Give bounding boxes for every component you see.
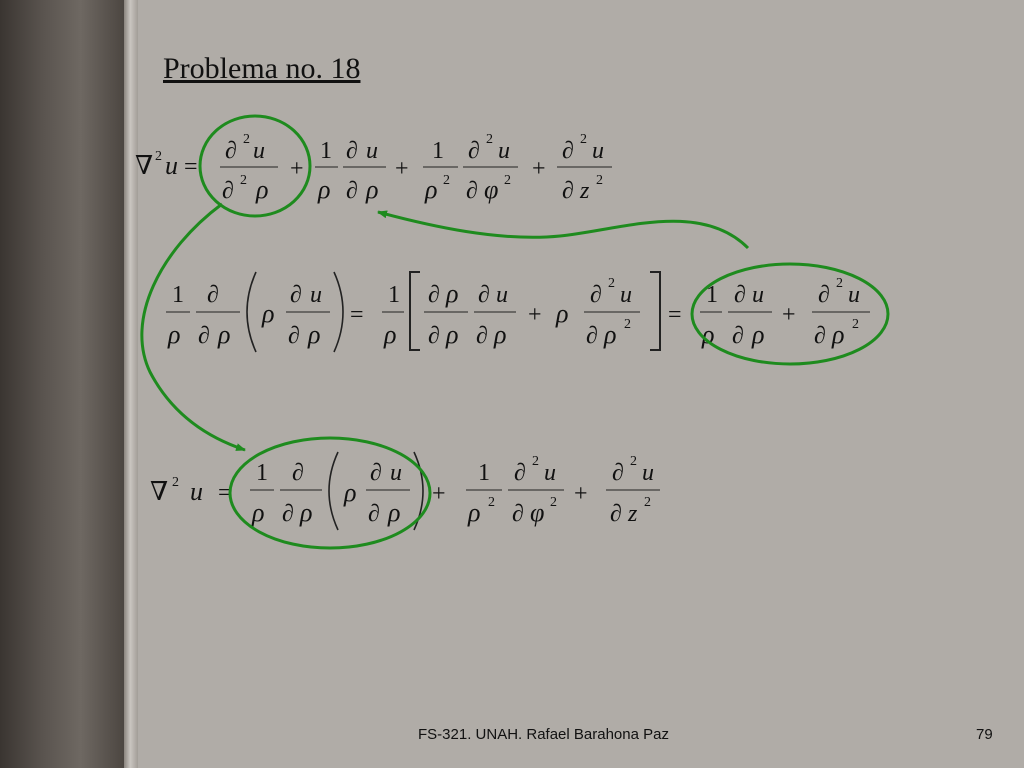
- math-symbol-rho: ρ: [168, 320, 181, 349]
- math-symbol-partial: ∂: [198, 323, 210, 349]
- math-symbol-two: 2: [852, 317, 859, 332]
- math-symbol-rho: ρ: [425, 175, 438, 204]
- math-symbol-one: 1: [478, 460, 490, 486]
- bracket: [334, 272, 343, 352]
- math-symbol-partial: ∂: [292, 460, 304, 486]
- math-symbol-rho: ρ: [468, 498, 481, 527]
- math-symbol-plus: +: [782, 302, 796, 328]
- math-symbol-two: 2: [243, 132, 250, 147]
- math-symbol-nabla: ∇: [135, 151, 154, 180]
- math-symbol-partial: ∂: [288, 323, 300, 349]
- math-symbol-rho: ρ: [388, 498, 401, 527]
- math-symbol-partial: ∂: [586, 323, 598, 349]
- math-symbol-rho: ρ: [318, 175, 331, 204]
- math-symbol-partial: ∂: [562, 178, 574, 204]
- math-symbol-rho: ρ: [300, 498, 313, 527]
- math-symbol-two: 2: [644, 495, 651, 510]
- math-symbol-u: u: [752, 282, 764, 308]
- math-symbol-partial: ∂: [428, 323, 440, 349]
- math-symbol-partial: ∂: [478, 282, 490, 308]
- math-symbol-equals: =: [668, 302, 682, 328]
- math-symbol-partial: ∂: [468, 138, 480, 164]
- math-symbol-rho: ρ: [344, 478, 357, 507]
- math-symbol-u: u: [390, 460, 402, 486]
- math-symbol-partial: ∂: [282, 501, 294, 527]
- math-symbol-two: 2: [443, 173, 450, 188]
- math-symbol-two: 2: [488, 495, 495, 510]
- math-symbol-one: 1: [172, 282, 184, 308]
- math-symbol-partial: ∂: [512, 501, 524, 527]
- math-symbol-partial: ∂: [225, 138, 237, 164]
- math-symbol-rho: ρ: [752, 320, 765, 349]
- math-symbol-two: 2: [630, 454, 637, 469]
- math-symbol-phi: φ: [530, 498, 545, 527]
- math-symbol-two: 2: [155, 149, 162, 164]
- math-symbol-rho: ρ: [384, 320, 397, 349]
- math-symbol-u: u: [544, 460, 556, 486]
- math-symbol-partial: ∂: [590, 282, 602, 308]
- math-symbol-u: u: [496, 282, 508, 308]
- math-symbol-partial: ∂: [222, 178, 234, 204]
- math-symbol-partial: ∂: [428, 282, 440, 308]
- math-symbol-u: u: [366, 138, 378, 164]
- math-symbol-two: 2: [550, 495, 557, 510]
- math-symbol-partial: ∂: [370, 460, 382, 486]
- math-symbol-u: u: [620, 282, 632, 308]
- math-symbol-plus: +: [395, 156, 409, 182]
- math-symbol-nabla: ∇: [150, 477, 169, 506]
- page-number: 79: [976, 726, 993, 743]
- math-symbol-two: 2: [608, 276, 615, 291]
- bracket: [650, 272, 660, 350]
- math-symbol-two: 2: [836, 276, 843, 291]
- math-symbol-partial: ∂: [207, 282, 219, 308]
- math-symbol-one: 1: [256, 460, 268, 486]
- math-symbol-equals: =: [350, 302, 364, 328]
- bracket: [329, 452, 338, 530]
- math-symbol-rho: ρ: [446, 320, 459, 349]
- math-symbol-partial: ∂: [368, 501, 380, 527]
- math-symbol-partial: ∂: [514, 460, 526, 486]
- math-symbol-rho: ρ: [702, 320, 715, 349]
- math-symbol-rho: ρ: [308, 320, 321, 349]
- math-symbol-one: 1: [706, 282, 718, 308]
- math-symbol-partial: ∂: [814, 323, 826, 349]
- math-symbol-two: 2: [532, 454, 539, 469]
- math-symbol-partial: ∂: [562, 138, 574, 164]
- math-symbol-rho: ρ: [604, 320, 617, 349]
- math-symbol-rho: ρ: [262, 299, 275, 328]
- math-symbol-equals: =: [218, 480, 232, 506]
- math-symbol-phi: φ: [484, 175, 499, 204]
- math-symbol-one: 1: [388, 282, 400, 308]
- math-symbol-u: u: [190, 477, 203, 506]
- math-symbol-partial: ∂: [612, 460, 624, 486]
- slide-title: Problema no. 18: [163, 52, 361, 85]
- math-symbol-two: 2: [240, 173, 247, 188]
- math-symbol-u: u: [165, 151, 178, 180]
- math-symbol-partial: ∂: [290, 282, 302, 308]
- math-symbol-z: z: [628, 501, 638, 527]
- math-symbol-rho: ρ: [366, 175, 379, 204]
- math-symbol-two: 2: [172, 475, 179, 490]
- equation-2: [166, 272, 870, 352]
- math-symbol-rho: ρ: [832, 320, 845, 349]
- math-symbol-partial: ∂: [818, 282, 830, 308]
- math-symbol-two: 2: [624, 317, 631, 332]
- math-symbol-one: 1: [432, 138, 444, 164]
- math-symbol-z: z: [580, 178, 590, 204]
- math-symbol-u: u: [498, 138, 510, 164]
- math-symbol-two: 2: [596, 173, 603, 188]
- math-symbol-rho: ρ: [494, 320, 507, 349]
- math-symbol-u: u: [642, 460, 654, 486]
- math-symbol-two: 2: [486, 132, 493, 147]
- math-symbol-u: u: [848, 282, 860, 308]
- math-symbol-partial: ∂: [346, 178, 358, 204]
- math-symbol-plus: +: [290, 156, 304, 182]
- equation-3: [150, 452, 660, 530]
- math-symbol-u: u: [592, 138, 604, 164]
- math-symbol-plus: +: [528, 302, 542, 328]
- math-symbol-u: u: [253, 138, 265, 164]
- math-symbol-partial: ∂: [610, 501, 622, 527]
- math-symbol-plus: +: [574, 481, 588, 507]
- math-symbol-one: 1: [320, 138, 332, 164]
- math-symbol-partial: ∂: [732, 323, 744, 349]
- math-symbol-plus: +: [432, 481, 446, 507]
- bracket: [410, 272, 420, 350]
- math-symbol-rho: ρ: [256, 175, 269, 204]
- math-symbol-partial: ∂: [346, 138, 358, 164]
- bracket: [247, 272, 256, 352]
- math-symbol-equals: =: [184, 154, 198, 180]
- math-symbol-partial: ∂: [734, 282, 746, 308]
- math-symbol-two: 2: [504, 173, 511, 188]
- footer-text: FS-321. UNAH. Rafael Barahona Paz: [418, 726, 669, 743]
- math-symbol-partial: ∂: [466, 178, 478, 204]
- arrow-right-to-top: [378, 212, 748, 248]
- math-symbol-plus: +: [532, 156, 546, 182]
- math-symbol-two: 2: [580, 132, 587, 147]
- math-symbol-u: u: [310, 282, 322, 308]
- math-symbol-rho: ρ: [446, 279, 459, 308]
- highlight-ellipse-bottom: [230, 438, 430, 548]
- math-symbol-partial: ∂: [476, 323, 488, 349]
- math-symbol-rho: ρ: [556, 299, 569, 328]
- math-symbol-rho: ρ: [218, 320, 231, 349]
- math-symbol-rho: ρ: [252, 498, 265, 527]
